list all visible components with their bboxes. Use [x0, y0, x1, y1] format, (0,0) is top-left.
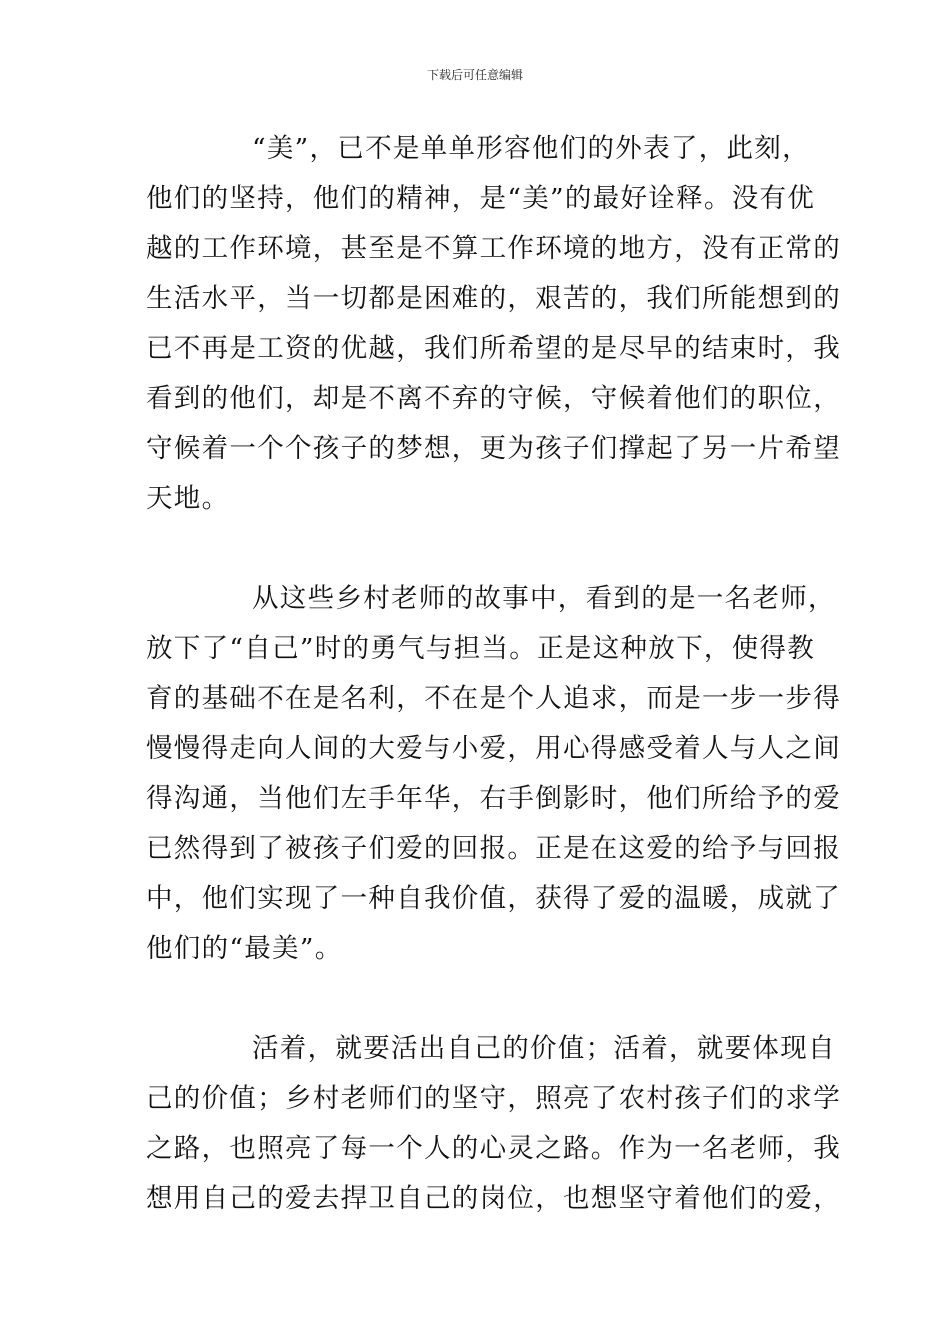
paragraph-2-line-5: 得沟通，当他们左手年华，右手倒影时，他们所给予的爱 — [146, 783, 841, 814]
paragraph-1-line-4: 生活水平，当一切都是困难的，艰苦的，我们所能想到的 — [146, 283, 841, 314]
paragraph-2-line-2: 放下了“自己”时的勇气与担当。正是这种放下，使得教 — [146, 633, 816, 664]
paragraph-2-line-4: 慢慢得走向人间的大爱与小爱，用心得感受着人与人之间 — [146, 733, 841, 764]
paragraph-3-line-4: 想用自己的爱去捍卫自己的岗位，也想坚守着他们的爱， — [146, 1183, 841, 1214]
paragraph-1-line-5: 已不再是工资的优越，我们所希望的是尽早的结束时，我 — [146, 333, 841, 364]
paragraph-1-line-3: 越的工作环境，甚至是不算工作环境的地方，没有正常的 — [146, 233, 841, 264]
paragraph-2-line-8: 他们的“最美”。 — [146, 933, 343, 964]
page-header-note: 下载后可任意编辑 — [426, 68, 523, 82]
paragraph-3-line-2: 己的价值；乡村老师们的坚守，照亮了农村孩子们的求学 — [146, 1083, 841, 1114]
paragraph-2-line-7: 中，他们实现了一种自我价值，获得了爱的温暖，成就了 — [146, 883, 841, 914]
paragraph-3-line-3: 之路，也照亮了每一个人的心灵之路。作为一名老师，我 — [146, 1133, 841, 1164]
paragraph-2-line-6: 已然得到了被孩子们爱的回报。正是在这爱的给予与回报 — [146, 833, 841, 864]
paragraph-3-line-1: 活着，就要活出自己的价值；活着，就要体现自 — [252, 1033, 836, 1064]
paragraph-1-line-6: 看到的他们，却是不离不弃的守候，守候着他们的职位， — [146, 383, 841, 414]
paragraph-1-line-7: 守候着一个个孩子的梦想，更为孩子们撑起了另一片希望 — [146, 433, 841, 464]
paragraph-1-line-1: “美”，已不是单单形容他们的外表了，此刻， — [252, 133, 810, 164]
paragraph-1-line-8: 天地。 — [146, 483, 230, 514]
paragraph-2-line-1: 从这些乡村老师的故事中，看到的是一名老师， — [252, 583, 836, 614]
paragraph-1-line-2: 他们的坚持，他们的精神，是“美”的最好诠释。没有优 — [146, 183, 816, 214]
paragraph-2-line-3: 育的基础不在是名利，不在是个人追求，而是一步一步得 — [146, 683, 841, 714]
